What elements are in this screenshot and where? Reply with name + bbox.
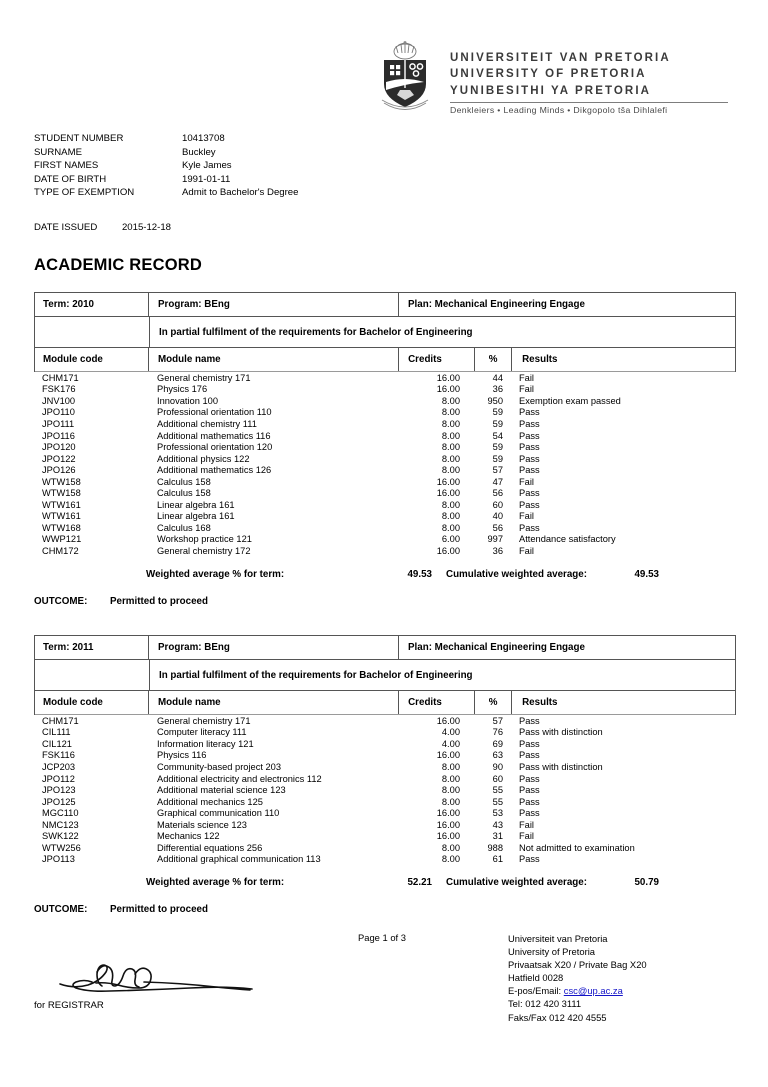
module-name: General chemistry 171: [157, 715, 251, 726]
module-credits: 6.00: [441, 534, 460, 545]
telephone: Tel: 012 420 3111: [508, 998, 582, 1010]
module-percent: 40: [492, 511, 503, 522]
module-credits: 8.00: [441, 418, 460, 429]
module-name: Additional graphical communication 113: [157, 854, 321, 865]
detail-value: 1991-01-11: [182, 173, 231, 185]
header-percent: %: [475, 691, 512, 714]
module-credits: 16.00: [436, 372, 460, 383]
table-row: [34, 819, 736, 831]
module-result: Fail: [519, 372, 534, 383]
module-code: CHM171: [42, 715, 79, 726]
module-code: MGC110: [42, 808, 79, 819]
module-name: Calculus 158: [157, 488, 211, 499]
detail-row-student-number: [34, 132, 298, 146]
table-row: [34, 854, 736, 866]
table-row: [34, 453, 736, 465]
weighted-average-label: Weighted average % for term:: [146, 877, 285, 889]
plan-label: Plan: Mechanical Engineering Engage: [408, 642, 585, 653]
for-registrar-label: for REGISTRAR: [34, 1000, 104, 1011]
header-results: Results: [522, 697, 558, 708]
table-row: [34, 807, 736, 819]
module-percent: 59: [492, 418, 503, 429]
header-module-name: Module name: [149, 348, 399, 371]
program-label: Program: BEng: [149, 636, 399, 659]
module-percent: 54: [492, 430, 503, 441]
email-label: E-pos/Email:: [508, 985, 562, 997]
module-credits: 8.00: [441, 854, 460, 865]
module-percent: 90: [492, 761, 503, 772]
module-name: Linear algebra 161: [157, 499, 235, 510]
letterhead-line-af: UNIVERSITEIT VAN PRETORIA: [450, 52, 671, 64]
detail-value: Admit to Bachelor's Degree: [182, 187, 299, 199]
module-code: CIL111: [42, 727, 71, 738]
module-result: Pass: [519, 715, 540, 726]
outcome-label: OUTCOME:: [34, 904, 88, 916]
table-row: [34, 796, 736, 808]
table-row: [34, 750, 736, 762]
detail-label: STUDENT NUMBER: [34, 133, 124, 144]
detail-value: 10413708: [182, 133, 225, 144]
term-info-row: [35, 636, 735, 660]
module-code: JPO125: [42, 796, 76, 807]
module-percent: 950: [487, 395, 503, 406]
module-result: Fail: [519, 384, 534, 395]
outcome-label: OUTCOME:: [34, 595, 88, 607]
module-code: JPO112: [42, 773, 75, 784]
module-name: Additional mathematics 116: [157, 430, 271, 441]
module-result: Pass: [519, 418, 540, 429]
module-name: Information literacy 121: [157, 738, 254, 749]
module-credits: 16.00: [436, 715, 460, 726]
module-credits: 8.00: [441, 430, 460, 441]
module-credits: 8.00: [441, 442, 460, 453]
module-credits: 16.00: [436, 476, 460, 487]
module-name: Additional mechanics 125: [157, 796, 263, 807]
term-table-header: [34, 292, 736, 372]
module-credits: 8.00: [441, 773, 460, 784]
module-percent: 997: [487, 534, 503, 545]
module-percent: 56: [492, 488, 503, 499]
weighted-average-line: [34, 569, 736, 580]
table-row: [34, 761, 736, 773]
module-percent: 61: [492, 854, 503, 865]
module-percent: 56: [492, 522, 503, 533]
module-percent: 57: [492, 715, 503, 726]
letterhead: [374, 40, 728, 116]
module-code: WWP121: [42, 534, 82, 545]
address-line: Privaatsak X20 / Private Bag X20: [508, 959, 647, 971]
detail-label: SURNAME: [34, 146, 82, 158]
detail-label: FIRST NAMES: [34, 160, 99, 172]
module-code: WTW158: [42, 488, 81, 499]
header-percent: %: [475, 348, 512, 371]
term-block-2011: [34, 635, 736, 915]
fulfilment-row: [35, 660, 735, 691]
module-name: Graphical communication 110: [157, 808, 280, 819]
module-name: Physics 176: [157, 384, 208, 395]
module-code: WTW161: [42, 499, 81, 510]
module-credits: 16.00: [436, 750, 460, 761]
module-result: Fail: [519, 819, 534, 830]
fulfilment-spacer: [35, 317, 150, 347]
module-code: JPO111: [42, 418, 75, 429]
table-row: [34, 545, 736, 557]
page-title: ACADEMIC RECORD: [34, 256, 202, 274]
module-credits: 4.00: [441, 738, 460, 749]
table-row: [34, 715, 736, 727]
email-link[interactable]: csc@up.ac.za: [563, 985, 623, 997]
table-row: [34, 511, 736, 523]
module-name: Materials science 123: [157, 819, 247, 830]
module-percent: 36: [492, 545, 503, 556]
table-row: [34, 418, 736, 430]
module-result: Pass with distinction: [519, 761, 603, 772]
module-result: Pass: [519, 738, 540, 749]
detail-row-surname: [34, 146, 298, 160]
module-name: Additional physics 122: [157, 453, 250, 464]
module-result: Pass: [519, 796, 540, 807]
fulfilment-text: In partial fulfilment of the requirements for Bachelor of Engineering: [159, 669, 473, 681]
module-percent: 59: [492, 442, 503, 453]
date-issued: [34, 222, 171, 233]
footer-address: [508, 932, 647, 1024]
module-name: Differential equations 256: [157, 842, 263, 853]
outcome-value: Permitted to proceed: [110, 595, 208, 607]
module-credits: 8.00: [441, 842, 460, 853]
header-module-name: Module name: [149, 691, 399, 714]
module-percent: 53: [492, 808, 503, 819]
module-percent: 59: [492, 407, 503, 418]
table-row: [34, 727, 736, 739]
header-results: Results: [522, 354, 558, 365]
module-credits: 8.00: [441, 453, 460, 464]
module-result: Pass with distinction: [519, 727, 603, 738]
module-result: Pass: [519, 522, 540, 533]
outcome-line: [34, 596, 736, 607]
program-label: Program: BEng: [149, 293, 399, 316]
module-name: Calculus 168: [157, 522, 211, 533]
page-number: Page 1 of 3: [358, 932, 406, 943]
term-block-2010: [34, 292, 736, 607]
letterhead-line-en: UNIVERSITY OF PRETORIA: [450, 68, 647, 81]
date-issued-label: DATE ISSUED: [34, 222, 98, 233]
weighted-average-value: 49.53: [407, 568, 432, 580]
table-row: [34, 773, 736, 785]
module-percent: 59: [492, 453, 503, 464]
module-name: Professional orientation 120: [157, 442, 273, 453]
module-percent: 57: [492, 465, 503, 476]
module-result: Exemption exam passed: [519, 395, 621, 406]
table-row: [34, 384, 736, 396]
date-issued-value: 2015-12-18: [121, 222, 172, 233]
module-name: Mechanics 122: [157, 831, 220, 842]
module-percent: 60: [492, 773, 503, 784]
module-code: WTW158: [42, 476, 81, 487]
header-credits: Credits: [399, 348, 475, 371]
module-code: JPO113: [42, 854, 75, 865]
module-credits: 8.00: [441, 407, 460, 418]
term-info-row: [35, 293, 735, 317]
module-code: CHM172: [42, 545, 79, 556]
module-credits: 16.00: [436, 384, 460, 395]
module-name: Workshop practice 121: [157, 534, 252, 545]
module-name: Professional orientation 110: [157, 407, 272, 418]
detail-value: Kyle James: [182, 160, 232, 172]
module-credits: 16.00: [436, 808, 460, 819]
module-name: General chemistry 171: [157, 372, 251, 383]
module-result: Pass: [519, 407, 540, 418]
column-headers-row: [35, 691, 735, 715]
table-row: [34, 534, 736, 546]
cumulative-average-label: Cumulative weighted average:: [446, 568, 588, 580]
student-details: [34, 132, 298, 200]
weighted-average-value: 52.21: [407, 877, 432, 889]
module-result: Pass: [519, 453, 540, 464]
module-credits: 4.00: [441, 727, 460, 738]
module-name: Additional electricity and electronics 112: [157, 773, 322, 784]
module-name: Community-based project 203: [157, 761, 282, 772]
module-code: JPO120: [42, 442, 76, 453]
cumulative-average-value: 50.79: [634, 877, 660, 889]
table-row: [34, 784, 736, 796]
module-result: Pass: [519, 808, 540, 819]
table-row: [34, 522, 736, 534]
module-result: Attendance satisfactory: [519, 534, 616, 545]
outcome-value: Permitted to proceed: [110, 904, 208, 916]
module-code: WTW256: [42, 842, 81, 853]
module-credits: 8.00: [441, 511, 460, 522]
module-code: JCP203: [42, 761, 76, 772]
header-module-code: Module code: [35, 691, 149, 714]
header-credits: Credits: [399, 691, 475, 714]
module-credits: 16.00: [436, 831, 460, 842]
module-percent: 43: [492, 819, 503, 830]
module-result: Fail: [519, 511, 534, 522]
module-code: FSK176: [42, 384, 76, 395]
weighted-average-line: [34, 877, 736, 888]
module-name: General chemistry 172: [157, 545, 251, 556]
module-percent: 63: [492, 750, 503, 761]
table-row: [34, 487, 736, 499]
table-row: [34, 372, 736, 384]
module-result: Fail: [519, 545, 534, 556]
module-code: CHM171: [42, 372, 79, 383]
module-percent: 47: [492, 476, 503, 487]
module-code: NMC123: [42, 819, 79, 830]
detail-label: DATE OF BIRTH: [34, 173, 107, 185]
module-credits: 8.00: [441, 465, 460, 476]
module-result: Pass: [519, 750, 540, 761]
module-credits: 8.00: [441, 395, 460, 406]
email-row: [508, 984, 647, 997]
cumulative-average-label: Cumulative weighted average:: [446, 877, 588, 889]
module-result: Pass: [519, 773, 540, 784]
module-percent: 69: [492, 738, 503, 749]
module-code: CIL121: [42, 738, 72, 749]
module-name: Linear algebra 161: [157, 511, 235, 522]
module-percent: 44: [492, 372, 503, 383]
letterhead-divider: [450, 102, 728, 103]
letterhead-line-nso: YUNIBESITHI YA PRETORIA: [450, 84, 652, 97]
module-code: JPO110: [42, 407, 75, 418]
table-row: [34, 738, 736, 750]
module-credits: 16.00: [436, 819, 460, 830]
module-code: WTW168: [42, 522, 81, 533]
module-name: Additional material science 123: [157, 785, 286, 796]
module-credits: 16.00: [436, 545, 460, 556]
module-code: JPO126: [42, 465, 76, 476]
module-percent: 55: [492, 785, 503, 796]
term-table-header: [34, 635, 736, 715]
column-headers-row: [35, 348, 735, 372]
module-name: Additional chemistry 111: [157, 418, 257, 429]
fulfilment-text: In partial fulfilment of the requirements for Bachelor of Engineering: [159, 326, 473, 338]
module-name: Calculus 158: [157, 476, 211, 487]
module-result: Pass: [519, 854, 540, 865]
module-rows: [34, 372, 736, 557]
address-line: Hatfield 0028: [508, 972, 564, 984]
plan-label: Plan: Mechanical Engineering Engage: [408, 299, 585, 310]
module-result: Pass: [519, 430, 540, 441]
module-percent: 60: [492, 499, 503, 510]
module-percent: 55: [492, 796, 503, 807]
detail-value: Buckley: [182, 146, 216, 158]
module-result: Pass: [519, 465, 540, 476]
table-row: [34, 499, 736, 511]
module-credits: 8.00: [441, 796, 460, 807]
module-percent: 76: [492, 727, 503, 738]
module-rows: [34, 715, 736, 865]
fulfilment-spacer: [35, 660, 150, 690]
fulfilment-row: [35, 317, 735, 348]
module-code: JPO116: [42, 430, 75, 441]
table-row: [34, 430, 736, 442]
module-code: JPO122: [42, 453, 76, 464]
module-percent: 36: [492, 384, 503, 395]
fax: Faks/Fax 012 420 4555: [508, 1011, 607, 1023]
table-row: [34, 441, 736, 453]
module-credits: 8.00: [441, 785, 460, 796]
module-result: Pass: [519, 488, 540, 499]
table-row: [34, 407, 736, 419]
module-result: Pass: [519, 442, 540, 453]
table-row: [34, 830, 736, 842]
module-name: Physics 116: [157, 750, 207, 761]
table-row: [34, 395, 736, 407]
university-crest-icon: [374, 40, 436, 116]
detail-row-date-of-birth: [34, 173, 298, 187]
term-label: Term: 2011: [35, 636, 149, 659]
module-code: JNV100: [42, 395, 76, 406]
outcome-line: [34, 904, 736, 915]
module-code: FSK116: [42, 750, 75, 761]
handwritten-signature: [40, 958, 260, 1002]
module-credits: 8.00: [441, 761, 460, 772]
header-module-code: Module code: [35, 348, 149, 371]
module-percent: 31: [492, 831, 503, 842]
module-result: Fail: [519, 476, 534, 487]
cumulative-average-value: 49.53: [634, 568, 660, 580]
module-result: Pass: [519, 499, 540, 510]
module-name: Computer literacy 111: [157, 727, 247, 738]
module-code: WTW161: [42, 511, 81, 522]
module-result: Pass: [519, 785, 540, 796]
weighted-average-label: Weighted average % for term:: [146, 568, 285, 580]
module-credits: 8.00: [441, 499, 460, 510]
detail-row-first-names: [34, 159, 298, 173]
detail-row-type-of-exemption: [34, 186, 298, 200]
module-credits: 8.00: [441, 522, 460, 533]
table-row: [34, 842, 736, 854]
module-code: SWK122: [42, 831, 79, 842]
address-line: University of Pretoria: [508, 946, 596, 958]
module-credits: 16.00: [436, 488, 460, 499]
address-line: Universiteit van Pretoria: [508, 933, 608, 944]
table-row: [34, 464, 736, 476]
term-label: Term: 2010: [35, 293, 149, 316]
module-name: Additional mathematics 126: [157, 465, 272, 476]
letterhead-motto: Denkleiers • Leading Minds • Dikgopolo tša Dihlalefi: [450, 104, 668, 115]
table-row: [34, 476, 736, 488]
module-result: Not admitted to examination: [519, 842, 635, 853]
module-percent: 988: [487, 842, 503, 853]
detail-label: TYPE OF EXEMPTION: [34, 187, 135, 199]
module-name: Innovation 100: [157, 395, 218, 406]
module-result: Fail: [519, 831, 534, 842]
module-code: JPO123: [42, 785, 76, 796]
